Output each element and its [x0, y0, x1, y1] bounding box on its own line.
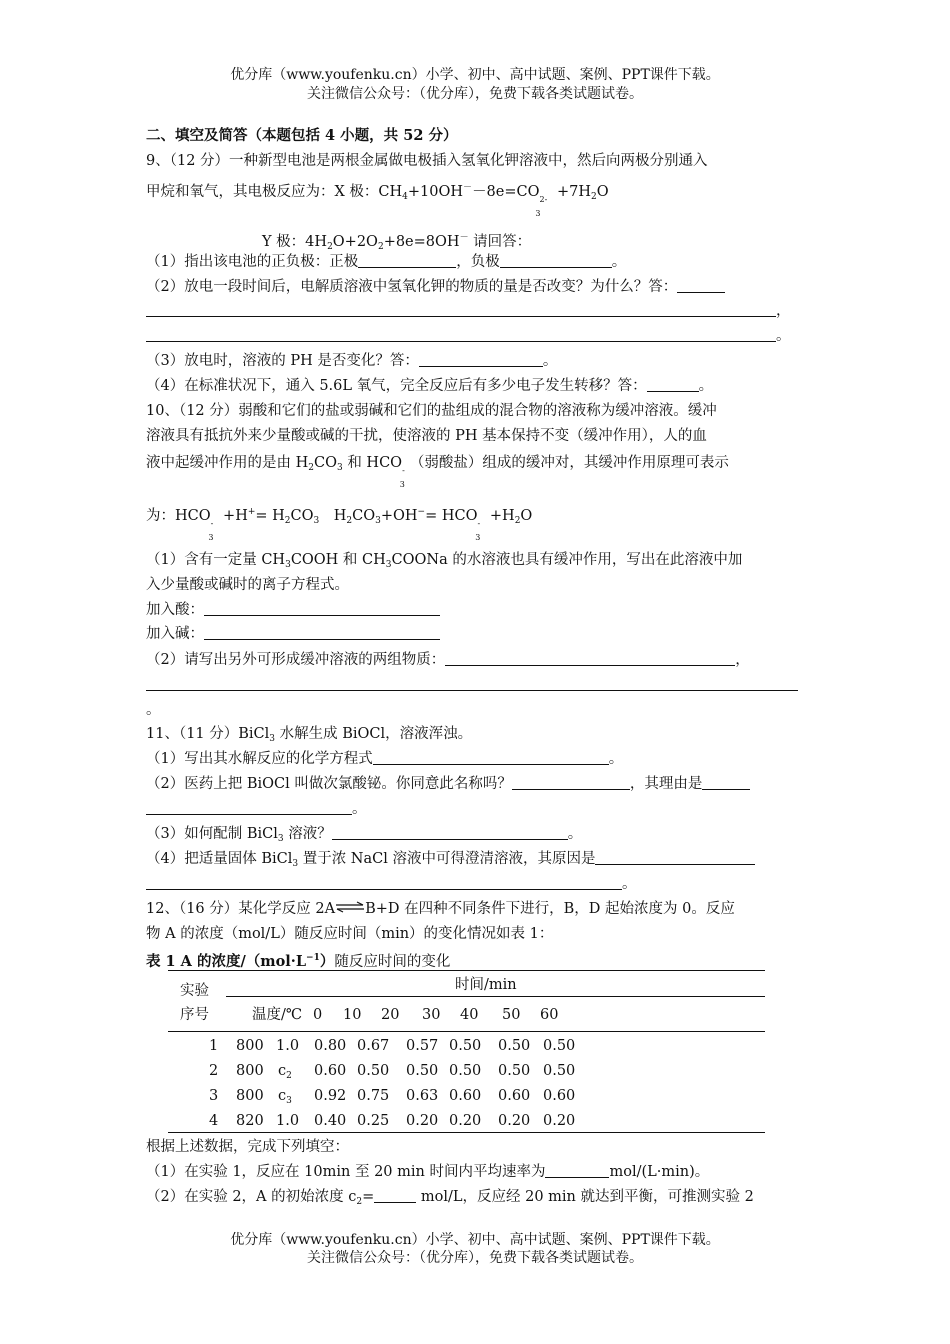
- table-header-exp: 实验: [180, 983, 209, 999]
- table-cell-value: 0.50: [498, 1038, 531, 1054]
- table-cell-initial: $c_3$: [278, 1088, 292, 1106]
- answer-blank[interactable]: [146, 799, 352, 815]
- table-cell-value: 0.92: [314, 1088, 347, 1104]
- answer-blank[interactable]: [647, 376, 699, 392]
- q11-part-2: （2）医药上把 BiOCl 叫做次氯酸铋。你同意此名称吗？ ，其理由是: [146, 774, 750, 794]
- table-title: 表 1 A 的浓度$/(mol\cdot L^{-1})$随反应时间的变化: [146, 953, 451, 970]
- answer-blank[interactable]: [146, 874, 622, 890]
- q10-part-2: （2）请写出另外可形成缓冲溶液的两组物质： ，: [146, 652, 750, 668]
- q10-part-2-line-2: [146, 675, 798, 695]
- table-cell-value: 0.50: [406, 1063, 439, 1079]
- q9-part-2-line-2: ，: [146, 301, 791, 321]
- q11-part-2-line-2: 。: [146, 799, 367, 819]
- answer-blank[interactable]: [545, 1162, 609, 1178]
- answer-blank[interactable]: [373, 749, 609, 765]
- answer-blank[interactable]: [595, 849, 755, 865]
- answer-blank[interactable]: [445, 650, 735, 666]
- q9-part-2: （2）放电一段时间后，电解质溶液中氢氧化钾的物质的量是否改变？为什么？答：: [146, 277, 725, 297]
- table-cell-value: 0.50: [498, 1063, 531, 1079]
- q12-line-2: 物 A 的浓度（mol/L）随反应时间（min）的变化情况如表 1：: [146, 926, 554, 942]
- q12-part-2: （2）在实验 2，A 的初始浓度 $c_2= mol/L$，反应经 20 min 就达到平衡，可推测实验 2: [146, 1189, 754, 1207]
- table-header-time: 时间/min: [455, 977, 517, 993]
- table-cell-value: 0.75: [357, 1088, 390, 1104]
- answer-blank[interactable]: [332, 824, 568, 840]
- equilibrium-arrow-icon: [335, 901, 365, 913]
- answer-blank[interactable]: [512, 774, 630, 790]
- table-time-header: 30: [422, 1007, 441, 1023]
- table-cell-value: 0.40: [314, 1113, 347, 1129]
- table-cell-value: 0.20: [543, 1113, 576, 1129]
- table-time-header: 40: [460, 1007, 479, 1023]
- table-cell-initial: 1.0: [276, 1038, 300, 1054]
- q9-part-3: （3）放电时，溶液的 PH 是否变化？答： 。: [146, 353, 558, 369]
- q10-part-1-line-2: 入少量酸或碱时的离子方程式。: [146, 577, 349, 593]
- table-cell-value: 0.25: [357, 1113, 390, 1129]
- q11-part-3: （3）如何配制 BiCl$_3$ 溶液？ 。: [146, 826, 583, 844]
- header-line-2: 关注微信公众号：（优分库），免费下载各类试题试卷。: [307, 86, 643, 102]
- q12-line-1: 12、（16 分）某化学反应 2A B+D 在四种不同条件下进行，B，D 起始浓度为 0。反应: [146, 901, 735, 917]
- q9-part-2-line-3: 。: [146, 326, 791, 346]
- table-bottom-rule: [168, 1132, 765, 1133]
- q9-part-1: （1）指出该电池的正负极：正极 ，负极 。: [146, 254, 627, 270]
- answer-blank[interactable]: [204, 624, 440, 640]
- table-time-rule: [226, 996, 765, 997]
- q10-part-1: （1）含有一定量 $CH_3COOH$ 和 $CH_3COONa$ 的水溶液也具有缓冲作用，写出在此溶液中加: [146, 552, 743, 570]
- table-cell-value: 0.50: [543, 1063, 576, 1079]
- table-cell-value: 0.60: [314, 1063, 347, 1079]
- table-header-seq: 序号: [180, 1007, 209, 1023]
- q10-base: 加入碱：: [146, 624, 440, 644]
- q10-line-3: 液中起缓冲作用的是由 $H_2CO_3$ 和 $HCO_{-3}$（弱酸盐）组成的缓冲对，其缓冲作用原理可表示: [146, 455, 729, 489]
- table-cell-value: 0.57: [406, 1038, 439, 1054]
- q9-part-4: （4）在标准状况下，通入 5.6L 氧气，完全反应后有多少电子发生转移？答： 。: [146, 378, 714, 394]
- table-time-header: 20: [381, 1007, 400, 1023]
- q11-part-1: （1）写出其水解反应的化学方程式 。: [146, 751, 624, 767]
- table-header-rule: [168, 1031, 765, 1032]
- footer-line-2: 关注微信公众号：（优分库），免费下载各类试题试卷。: [307, 1250, 643, 1266]
- q10-acid: 加入酸：: [146, 600, 440, 620]
- table-cell-no: 1: [209, 1038, 219, 1054]
- q10-line-1: 10、（12 分）弱酸和它们的盐或弱碱和它们的盐组成的混合物的溶液称为缓冲溶液。缓冲: [146, 403, 717, 419]
- answer-blank[interactable]: [146, 326, 776, 342]
- answer-blank[interactable]: [358, 252, 456, 268]
- table-time-header: 60: [540, 1007, 559, 1023]
- table-cell-value: 0.60: [449, 1088, 482, 1104]
- table-cell-temp: 800: [236, 1088, 264, 1104]
- answer-blank[interactable]: [204, 600, 440, 616]
- q12-part-1: （1）在实验 1，反应在 10min 至 20 min 时间内平均速率为 mol/(L·min)。: [146, 1164, 710, 1180]
- table-cell-value: 0.20: [406, 1113, 439, 1129]
- table-cell-no: 4: [209, 1113, 219, 1129]
- answer-blank[interactable]: [374, 1187, 416, 1203]
- table-cell-temp: 800: [236, 1038, 264, 1054]
- q9-y-electrode: Y 极：$4H_2O+2O_2+8e=8OH^-$ 请回答：: [262, 233, 532, 252]
- table-cell-initial: $c_2$: [278, 1063, 292, 1081]
- q10-line-2: 溶液具有抵抗外来少量酸或碱的干扰，使溶液的 PH 基本保持不变（缓冲作用），人的血: [146, 428, 707, 444]
- q10-line-4: 为：$HCO_{-3} +H^+= H_2CO_3$ $H_2CO_3+OH^-= HCO_{-3} +H_2O$: [146, 507, 533, 542]
- footer-line-1: 优分库（www.youfenku.cn）小学、初中、高中试题、案例、PPT课件下载。: [230, 1232, 720, 1248]
- answer-blank[interactable]: [677, 277, 725, 293]
- q11-part-4: （4）把适量固体 BiCl$_3$ 置于浓 NaCl 溶液中可得澄清溶液，其原因是: [146, 849, 755, 874]
- answer-blank[interactable]: [702, 774, 750, 790]
- table-time-header: 0: [313, 1007, 323, 1023]
- header-line-1: 优分库（www.youfenku.cn）小学、初中、高中试题、案例、PPT课件下载。: [230, 67, 720, 83]
- section-title: 二、填空及简答（本题包括 4 小题，共 52 分）: [146, 127, 458, 144]
- table-cell-value: 0.60: [498, 1088, 531, 1104]
- table-time-header: 10: [343, 1007, 362, 1023]
- table-cell-value: 0.67: [357, 1038, 390, 1054]
- q9-intro-line-1: 9、（12 分）一种新型电池是两根金属做电极插入氢氧化钾溶液中，然后向两极分别通入: [146, 153, 708, 169]
- q11-part-4-line-2: 。: [146, 874, 637, 894]
- table-cell-value: 0.50: [543, 1038, 576, 1054]
- answer-blank[interactable]: [500, 252, 612, 268]
- q9-intro-line-2: 甲烷和氧气，其电极反应为：X 极：$CH_4+10OH^--8e=CO_{2-3} +7H_2O$: [146, 183, 609, 218]
- table-cell-no: 2: [209, 1063, 219, 1079]
- table-time-header: 50: [502, 1007, 521, 1023]
- answer-blank[interactable]: [146, 675, 798, 691]
- q11-line-1: 11、（11 分）BiCl$_3$ 水解生成 BiOCl，溶液浑浊。: [146, 726, 473, 744]
- table-cell-value: 0.20: [449, 1113, 482, 1129]
- table-cell-no: 3: [209, 1088, 219, 1104]
- table-cell-value: 0.50: [357, 1063, 390, 1079]
- table-cell-value: 0.60: [543, 1088, 576, 1104]
- table-cell-temp: 800: [236, 1063, 264, 1079]
- q10-part-2-end: 。: [146, 702, 161, 718]
- table-cell-value: 0.80: [314, 1038, 347, 1054]
- table-cell-value: 0.50: [449, 1038, 482, 1054]
- table-cell-value: 0.50: [449, 1063, 482, 1079]
- answer-blank[interactable]: [146, 301, 776, 317]
- table-top-rule: [168, 970, 765, 971]
- table-cell-value: 0.63: [406, 1088, 439, 1104]
- q12-after-table: 根据上述数据，完成下列填空：: [146, 1139, 349, 1155]
- table-cell-value: 0.20: [498, 1113, 531, 1129]
- table-cell-initial: 1.0: [276, 1113, 300, 1129]
- table-header-temp: 温度/℃: [252, 1007, 303, 1023]
- table-cell-temp: 820: [236, 1113, 264, 1129]
- answer-blank[interactable]: [419, 351, 543, 367]
